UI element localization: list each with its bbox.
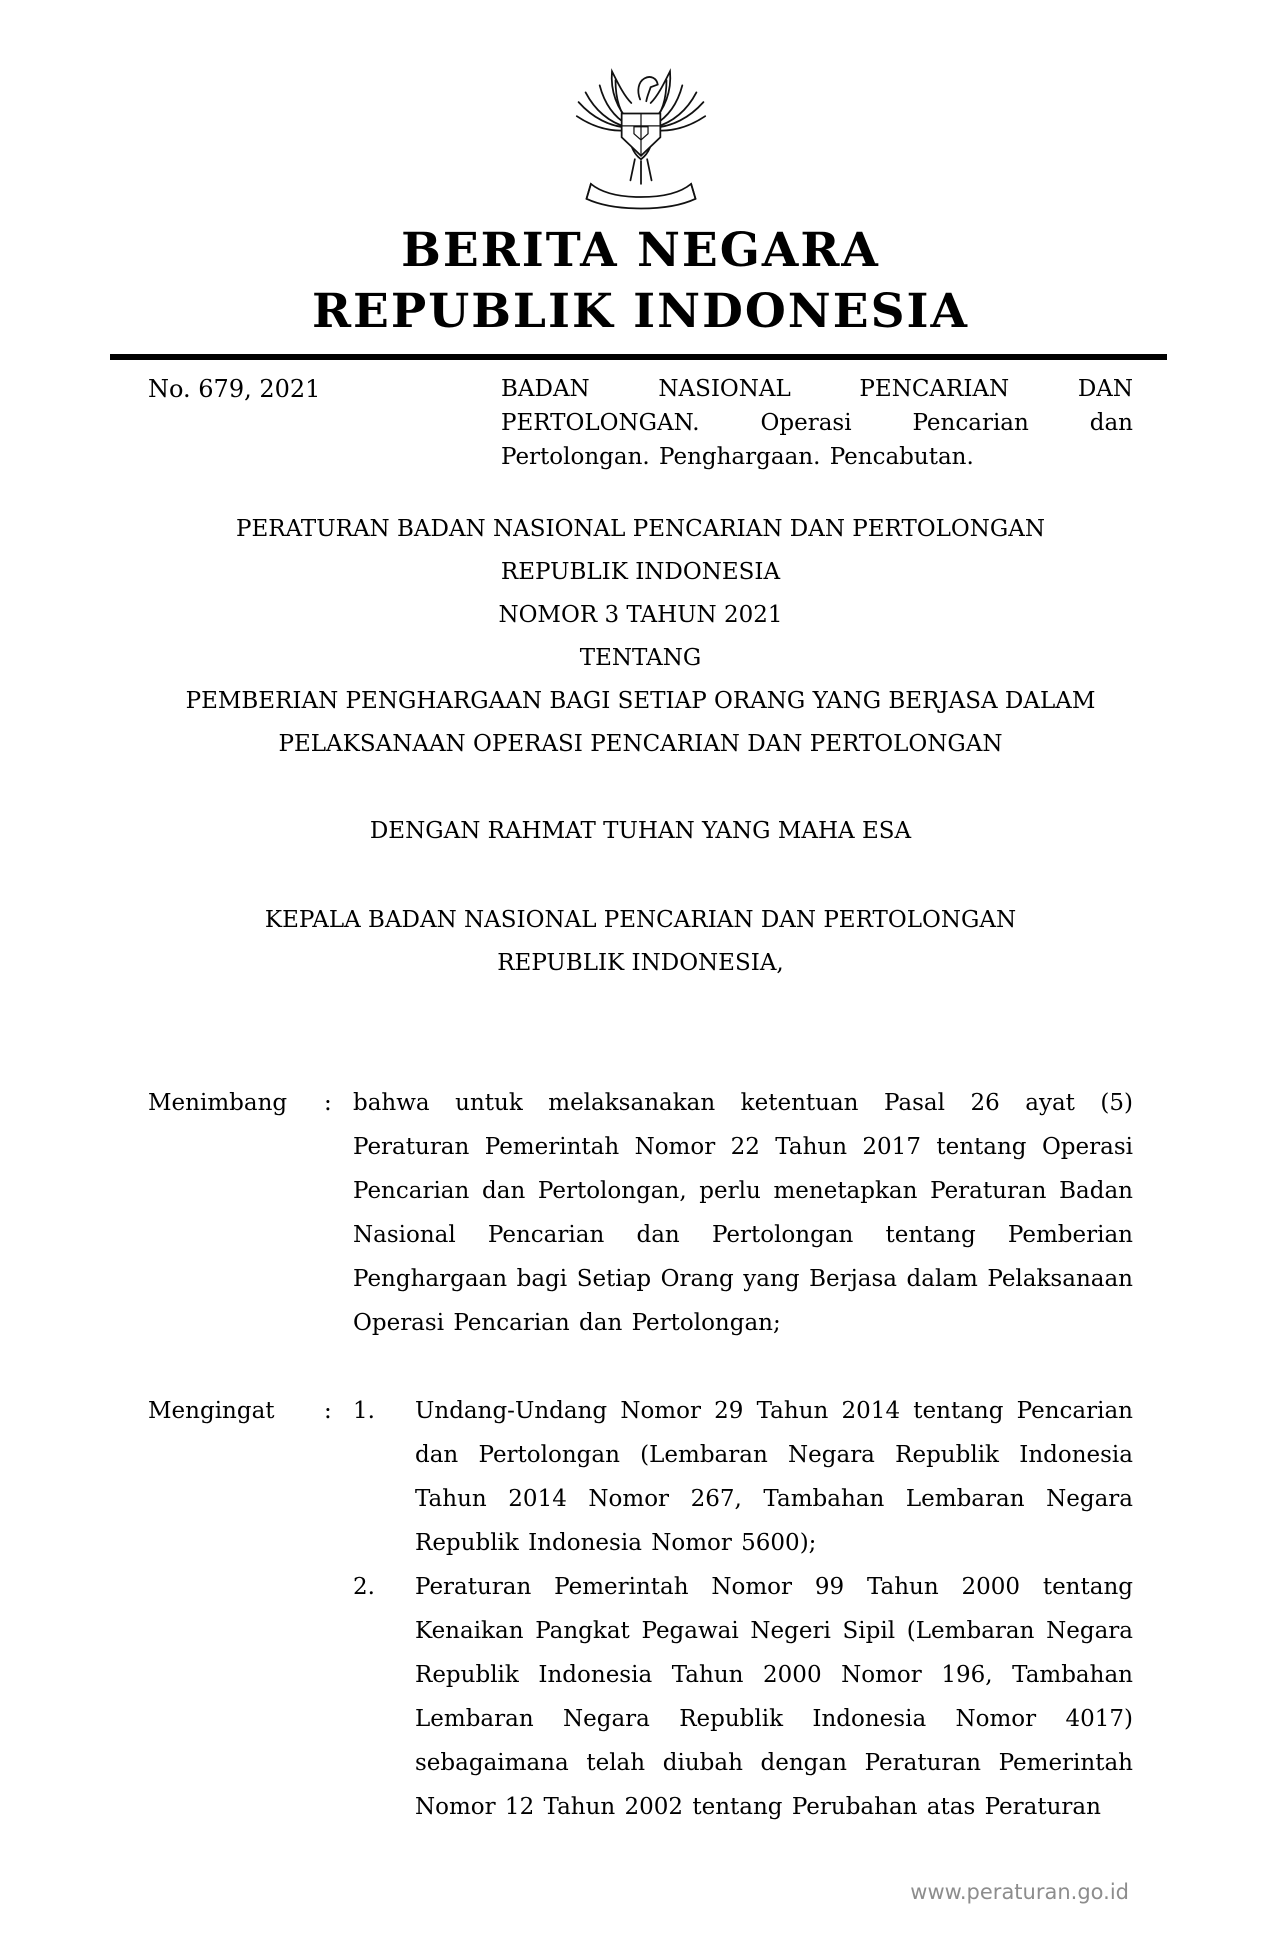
title-line: NOMOR 3 TAHUN 2021 <box>498 602 783 628</box>
gazette-header <box>148 372 1133 474</box>
legal-basis-separator: : <box>324 1398 332 1424</box>
invocation-line: DENGAN RAHMAT TUHAN YANG MAHA ESA <box>369 818 912 844</box>
document-body <box>148 1081 1133 1829</box>
title-line: PERATURAN BADAN NASIONAL PENCARIAN DAN PERTOLONGAN <box>235 516 1046 542</box>
considerations-clause <box>148 1081 1133 1345</box>
list-item-number: 2. <box>353 1574 375 1600</box>
regulation-title-block <box>148 508 1133 766</box>
considerations-label: Menimbang <box>148 1090 288 1116</box>
considerations-separator: : <box>324 1090 332 1116</box>
considerations-text: bahwa untuk melaksanakan ketentuan Pasal 26 ayat (5) Peraturan Pemerintah Nomor 22 Tahun 2017 tentang Operasi Pencarian dan Pertolongan, perlu menetapkan Peraturan Badan Nasional Pencarian dan Pertolongan tentang Pemberian Penghargaan bagi Setiap Orang yang Berjasa dalam Pelaksanaan Operasi Pencarian dan Pertolongan; <box>353 1090 1133 1336</box>
garuda-pancasila-emblem <box>148 52 1133 212</box>
list-item <box>353 1389 1133 1565</box>
title-line: PELAKSANAAN OPERASI PENCARIAN DAN PERTOLONGAN <box>278 731 1003 757</box>
official-line: KEPALA BADAN NASIONAL PENCARIAN DAN PERTOLONGAN <box>264 907 1017 933</box>
title-line: REPUBLIK INDONESIA <box>500 559 781 585</box>
title-line: PEMBERIAN PENGHARGAAN BAGI SETIAP ORANG YANG BERJASA DALAM <box>185 688 1096 714</box>
gazette-number: No. 679, 2021 <box>148 375 321 403</box>
garuda-icon <box>565 52 717 212</box>
masthead-title-line-1: BERITA NEGARA <box>401 223 880 278</box>
legal-basis-list <box>353 1389 1133 1829</box>
list-item-text: Undang-Undang Nomor 29 Tahun 2014 tentang Pencarian dan Pertolongan (Lembaran Negara Republik Indonesia Tahun 2014 Nomor 267, Tambahan Lembaran Negara Republik Indonesia Nomor 5600); <box>415 1398 1133 1556</box>
source-website-watermark: www.peraturan.go.id <box>910 1880 1129 1904</box>
masthead-rule <box>110 354 1167 360</box>
list-item-number: 1. <box>353 1398 375 1424</box>
masthead-title-line-2: REPUBLIK INDONESIA <box>311 284 969 339</box>
legal-basis-clause <box>148 1389 1133 1829</box>
masthead <box>148 220 1133 342</box>
gazette-abstract: BADAN NASIONAL PENCARIAN DAN PERTOLONGAN. Operasi Pencarian dan Pertolongan. Penghargaan. Pencabutan. <box>501 376 1133 470</box>
issuing-official-block <box>148 899 1133 985</box>
title-line: TENTANG <box>579 645 702 671</box>
list-item-text: Peraturan Pemerintah Nomor 99 Tahun 2000 tentang Kenaikan Pangkat Pegawai Negeri Sipil (Lembaran Negara Republik Indonesia Tahun 2000 Nomor 196, Tambahan Lembaran Negara Republik Indonesia Nomor 4017) sebagaimana telah diubah dengan Peraturan Pemerintah Nomor 12 Tahun 2002 tentang Perubahan atas Peraturan <box>415 1574 1133 1820</box>
official-line: REPUBLIK INDONESIA, <box>497 950 784 976</box>
legal-basis-label: Mengingat <box>148 1398 275 1424</box>
list-item <box>353 1565 1133 1829</box>
